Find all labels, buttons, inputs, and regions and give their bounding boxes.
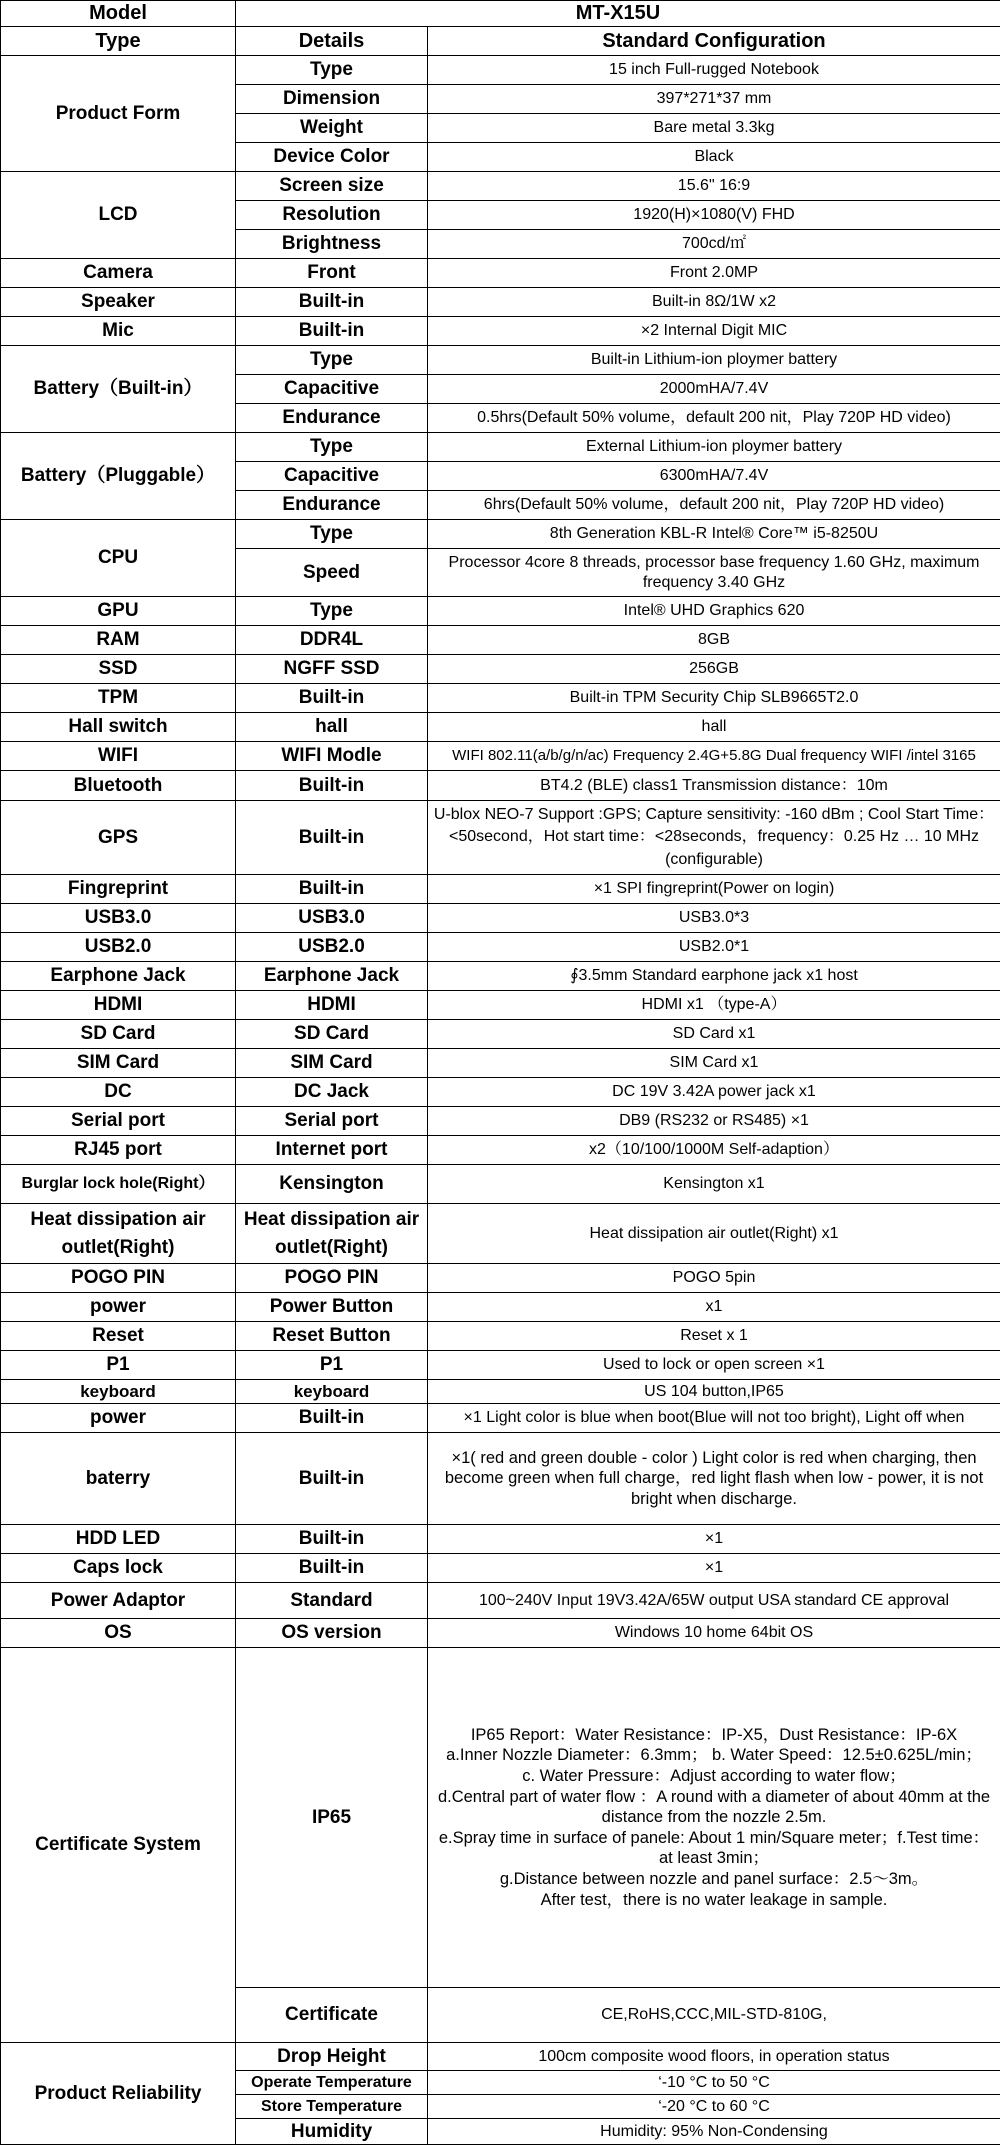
row-details: Serial port — [236, 1107, 428, 1136]
table-row — [1, 1380, 1000, 1404]
row-value: ×1 — [428, 1554, 1000, 1583]
row-details: NGFF SSD — [236, 655, 428, 684]
row-details: Built-in — [236, 1525, 428, 1554]
table-row — [1, 801, 1000, 875]
table-row — [1, 991, 1000, 1020]
row-type: Heat dissipation air outlet(Right) — [1, 1204, 236, 1264]
certificate-label: Certificate — [236, 1988, 428, 2043]
row-type: SIM Card — [1, 1049, 236, 1078]
certificate-system-label: Certificate System — [1, 1648, 236, 2043]
row-value: Humidity: 95% Non-Condensing — [428, 2119, 1000, 2145]
table-row — [1, 771, 1000, 801]
table-row — [1, 433, 1000, 462]
table-row — [1, 1165, 1000, 1204]
table-row — [1, 1554, 1000, 1583]
row-type: Serial port — [1, 1107, 236, 1136]
ip65-line: d.Central part of water flow ：A round with a diameter of about 40mm at the distance from the nozzle 2.5m. — [432, 1787, 996, 1828]
row-type: Product Form — [1, 56, 236, 172]
col-config-header: Standard Configuration — [428, 27, 1000, 56]
row-type: Mic — [1, 317, 236, 346]
row-type: SSD — [1, 655, 236, 684]
row-details: Built-in — [236, 875, 428, 904]
row-type: HDD LED — [1, 1525, 236, 1554]
row-details: POGO PIN — [236, 1264, 428, 1293]
row-details: Standard — [236, 1583, 428, 1619]
row-value: 700cd/㎡ — [428, 230, 1000, 259]
row-type: Burglar lock hole(Right） — [1, 1165, 236, 1204]
table-row — [1, 1264, 1000, 1293]
table-row — [1, 1107, 1000, 1136]
row-value: 100cm composite wood floors, in operation status — [428, 2043, 1000, 2071]
row-value: WIFI 802.11(a/b/g/n/ac) Frequency 2.4G+5.8G Dual frequency WIFI /intel 3165 — [428, 742, 1000, 771]
table-row — [1, 1525, 1000, 1554]
ip65-label: IP65 — [236, 1648, 428, 1988]
table-row — [1, 172, 1000, 201]
row-value: USB2.0*1 — [428, 933, 1000, 962]
row-type: baterry — [1, 1433, 236, 1525]
row-value: ×1 Light color is blue when boot(Blue will not too bright), Light off when — [428, 1404, 1000, 1433]
row-details: Built-in — [236, 771, 428, 801]
row-details: Speed — [236, 549, 428, 597]
row-value: Front 2.0MP — [428, 259, 1000, 288]
row-value: Bare metal 3.3kg — [428, 114, 1000, 143]
ip65-line: After test，there is no water leakage in sample. — [432, 1890, 996, 1911]
row-type: P1 — [1, 1351, 236, 1380]
row-type: SD Card — [1, 1020, 236, 1049]
row-value: 100~240V Input 19V3.42A/65W output USA standard CE approval — [428, 1583, 1000, 1619]
row-details: Built-in — [236, 801, 428, 875]
row-details: Internet port — [236, 1136, 428, 1165]
row-details: Resolution — [236, 201, 428, 230]
row-details: Drop Height — [236, 2043, 428, 2071]
row-details: Store Temperature — [236, 2095, 428, 2119]
col-details-header: Details — [236, 27, 428, 56]
table-row — [1, 1049, 1000, 1078]
row-details: HDMI — [236, 991, 428, 1020]
table-row — [1, 962, 1000, 991]
row-details: Heat dissipation air outlet(Right) — [236, 1204, 428, 1264]
ip65-line: a.Inner Nozzle Diameter：6.3mm； b. Water Speed：12.5±0.625L/min； — [432, 1745, 996, 1766]
ip65-description — [428, 1648, 1000, 1988]
row-type: Caps lock — [1, 1554, 236, 1583]
row-details: P1 — [236, 1351, 428, 1380]
table-row — [1, 904, 1000, 933]
row-value: DC 19V 3.42A power jack x1 — [428, 1078, 1000, 1107]
row-type: GPU — [1, 597, 236, 626]
row-value: USB3.0*3 — [428, 904, 1000, 933]
row-value: Intel® UHD Graphics 620 — [428, 597, 1000, 626]
certificate-value: CE,RoHS,CCC,MIL-STD-810G, — [428, 1988, 1000, 2043]
row-value: x1 — [428, 1293, 1000, 1322]
row-details: Built-in — [236, 684, 428, 713]
row-type: CPU — [1, 520, 236, 597]
row-type: power — [1, 1404, 236, 1433]
row-type: USB2.0 — [1, 933, 236, 962]
row-type: LCD — [1, 172, 236, 259]
table-row — [1, 2043, 1000, 2071]
product-reliability-label: Product Reliability — [1, 2043, 236, 2145]
row-value: SIM Card x1 — [428, 1049, 1000, 1078]
row-details: Built-in — [236, 1404, 428, 1433]
row-details: hall — [236, 713, 428, 742]
row-value: 1920(H)×1080(V) FHD — [428, 201, 1000, 230]
table-row — [1, 259, 1000, 288]
row-type: RJ45 port — [1, 1136, 236, 1165]
row-details: SD Card — [236, 1020, 428, 1049]
row-value: DB9 (RS232 or RS485) ×1 — [428, 1107, 1000, 1136]
row-type: Speaker — [1, 288, 236, 317]
row-value: 2000mHA/7.4V — [428, 375, 1000, 404]
table-row — [1, 1433, 1000, 1525]
row-value: 8GB — [428, 626, 1000, 655]
row-details: USB3.0 — [236, 904, 428, 933]
row-value: 8th Generation KBL-R Intel® Core™ i5-8250U — [428, 520, 1000, 549]
row-value: x2（10/100/1000M Self-adaption） — [428, 1136, 1000, 1165]
row-value: hall — [428, 713, 1000, 742]
table-row — [1, 1322, 1000, 1351]
row-value: ×1( red and green double - color ) Light color is red when charging, then become green when full charge，red light flash when low - power, it is not bright when discharge. — [428, 1433, 1000, 1525]
row-value: Kensington x1 — [428, 1165, 1000, 1204]
table-row — [1, 1020, 1000, 1049]
row-type: Battery（Pluggable） — [1, 433, 236, 520]
row-type: Power Adaptor — [1, 1583, 236, 1619]
table-row — [1, 742, 1000, 771]
table-row — [1, 288, 1000, 317]
row-value: 256GB — [428, 655, 1000, 684]
header-row — [1, 1, 1000, 27]
row-value: Built-in 8Ω/1W x2 — [428, 288, 1000, 317]
row-type: WIFI — [1, 742, 236, 771]
row-value: ‘-20 °C to 60 °C — [428, 2095, 1000, 2119]
row-type: Hall switch — [1, 713, 236, 742]
row-details: Operate Temperature — [236, 2071, 428, 2095]
table-row — [1, 597, 1000, 626]
row-value: 6hrs(Default 50% volume，default 200 nit，Play 720P HD video) — [428, 491, 1000, 520]
row-details: WIFI Modle — [236, 742, 428, 771]
row-type: USB3.0 — [1, 904, 236, 933]
table-row — [1, 933, 1000, 962]
row-value: Windows 10 home 64bit OS — [428, 1619, 1000, 1648]
row-details: Type — [236, 597, 428, 626]
table-row — [1, 1583, 1000, 1619]
row-details: Dimension — [236, 85, 428, 114]
row-details: Type — [236, 56, 428, 85]
table-row — [1, 1204, 1000, 1264]
model-label: Model — [1, 1, 236, 27]
row-value: Used to lock or open screen ×1 — [428, 1351, 1000, 1380]
row-value: 397*271*37 mm — [428, 85, 1000, 114]
row-type: Fingreprint — [1, 875, 236, 904]
row-type: Battery（Built-in） — [1, 346, 236, 433]
row-value: US 104 button,IP65 — [428, 1380, 1000, 1404]
table-row — [1, 520, 1000, 549]
row-value: Processor 4core 8 threads, processor base frequency 1.60 GHz, maximum frequency 3.40 GHz — [428, 549, 1000, 597]
row-type: RAM — [1, 626, 236, 655]
row-type: Camera — [1, 259, 236, 288]
row-type: HDMI — [1, 991, 236, 1020]
row-type: GPS — [1, 801, 236, 875]
row-details: SIM Card — [236, 1049, 428, 1078]
row-details: Kensington — [236, 1165, 428, 1204]
row-value: 15 inch Full-rugged Notebook — [428, 56, 1000, 85]
table-row — [1, 1136, 1000, 1165]
row-details: Capacitive — [236, 375, 428, 404]
table-row — [1, 684, 1000, 713]
row-value: ∮3.5mm Standard earphone jack x1 host — [428, 962, 1000, 991]
row-details: Built-in — [236, 1433, 428, 1525]
row-type: Earphone Jack — [1, 962, 236, 991]
column-header-row — [1, 27, 1000, 56]
row-details: USB2.0 — [236, 933, 428, 962]
row-details: Type — [236, 520, 428, 549]
row-details: DDR4L — [236, 626, 428, 655]
table-row — [1, 626, 1000, 655]
ip65-line: e.Spray time in surface of panele: About 1 min/Square meter；f.Test time：at least 3min； — [432, 1828, 996, 1869]
row-details: Endurance — [236, 491, 428, 520]
table-row — [1, 875, 1000, 904]
table-row — [1, 1351, 1000, 1380]
row-value: POGO 5pin — [428, 1264, 1000, 1293]
row-value: ×1 SPI fingreprint(Power on login) — [428, 875, 1000, 904]
col-type-header: Type — [1, 27, 236, 56]
row-details: Weight — [236, 114, 428, 143]
table-row — [1, 1619, 1000, 1648]
row-type: Bluetooth — [1, 771, 236, 801]
ip65-line: g.Distance between nozzle and panel surface：2.5～3m。 — [432, 1869, 996, 1890]
row-value: SD Card x1 — [428, 1020, 1000, 1049]
row-type: keyboard — [1, 1380, 236, 1404]
row-value: Built-in Lithium-ion ploymer battery — [428, 346, 1000, 375]
row-details: Built-in — [236, 288, 428, 317]
row-details: Earphone Jack — [236, 962, 428, 991]
row-details: Capacitive — [236, 462, 428, 491]
row-details: Front — [236, 259, 428, 288]
row-details: DC Jack — [236, 1078, 428, 1107]
row-value: ×1 — [428, 1525, 1000, 1554]
row-type: OS — [1, 1619, 236, 1648]
table-row — [1, 1648, 1000, 1988]
row-value: ×2 Internal Digit MIC — [428, 317, 1000, 346]
row-details: Built-in — [236, 317, 428, 346]
row-details: Reset Button — [236, 1322, 428, 1351]
row-value: Black — [428, 143, 1000, 172]
table-row — [1, 317, 1000, 346]
table-row — [1, 713, 1000, 742]
row-value: 15.6" 16:9 — [428, 172, 1000, 201]
table-row — [1, 1404, 1000, 1433]
table-row — [1, 1293, 1000, 1322]
table-row — [1, 56, 1000, 85]
model-value: MT-X15U — [236, 1, 1000, 27]
row-value: 6300mHA/7.4V — [428, 462, 1000, 491]
table-row — [1, 1078, 1000, 1107]
row-value: HDMI x1 （type-A） — [428, 991, 1000, 1020]
row-details: Endurance — [236, 404, 428, 433]
row-value: Reset x 1 — [428, 1322, 1000, 1351]
row-value: Built-in TPM Security Chip SLB9665T2.0 — [428, 684, 1000, 713]
row-value: ‘-10 °C to 50 °C — [428, 2071, 1000, 2095]
row-details: keyboard — [236, 1380, 428, 1404]
row-value: BT4.2 (BLE) class1 Transmission distance：10m — [428, 771, 1000, 801]
row-details: Device Color — [236, 143, 428, 172]
ip65-line: c. Water Pressure：Adjust according to water flow； — [432, 1766, 996, 1787]
row-details: Humidity — [236, 2119, 428, 2145]
row-value: External Lithium-ion ploymer battery — [428, 433, 1000, 462]
table-row — [1, 655, 1000, 684]
row-details: Screen size — [236, 172, 428, 201]
row-value: U-blox NEO-7 Support :GPS; Capture sensitivity: -160 dBm ; Cool Start Time：<50second，Hot start time：<28seconds，frequency：0.25 Hz … 10 MHz (configurable) — [428, 801, 1000, 875]
row-type: POGO PIN — [1, 1264, 236, 1293]
row-details: Built-in — [236, 1554, 428, 1583]
row-type: DC — [1, 1078, 236, 1107]
ip65-line: IP65 Report：Water Resistance：IP-X5，Dust Resistance：IP-6X — [432, 1725, 996, 1746]
row-details: Type — [236, 433, 428, 462]
row-type: TPM — [1, 684, 236, 713]
row-details: Brightness — [236, 230, 428, 259]
row-type: power — [1, 1293, 236, 1322]
row-value: 0.5hrs(Default 50% volume，default 200 nit，Play 720P HD video) — [428, 404, 1000, 433]
row-details: OS version — [236, 1619, 428, 1648]
row-details: Power Button — [236, 1293, 428, 1322]
row-value: Heat dissipation air outlet(Right) x1 — [428, 1204, 1000, 1264]
row-details: Type — [236, 346, 428, 375]
row-type: Reset — [1, 1322, 236, 1351]
table-row — [1, 346, 1000, 375]
